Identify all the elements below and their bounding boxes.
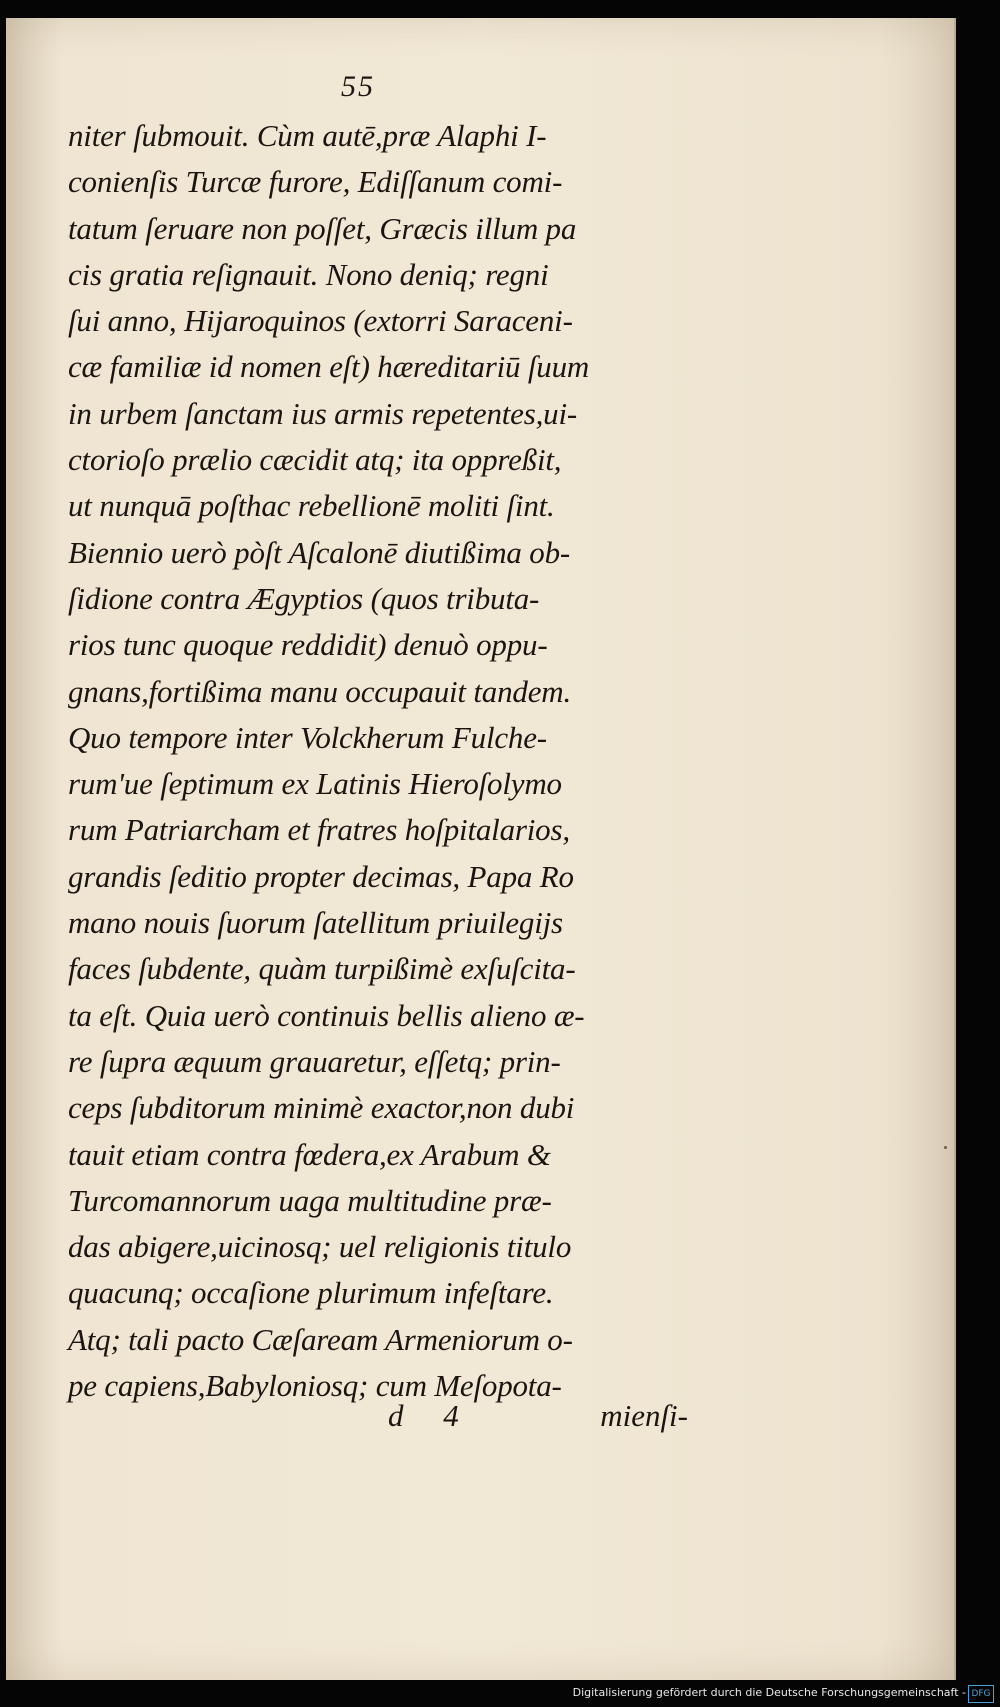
page-number: 55 [341, 70, 375, 103]
text-line: rum Patriarcham et fratres hoſpitalarios, [68, 812, 570, 848]
text-line: ceps ſubditorum minimè exactor,non dubi [68, 1090, 575, 1126]
book-page [6, 18, 956, 1680]
text-line: tauit etiam contra fœdera,ex Arabum & [68, 1136, 551, 1172]
text-line: Biennio uerò pòſt Aſcalonē diutißima ob- [68, 534, 571, 570]
paper-speck [944, 1146, 947, 1149]
text-line: re ſupra æquum grauaretur, eſſetq; prin- [68, 1043, 561, 1079]
text-line: tatum ſeruare non poſſet, Græcis illum pa [68, 210, 577, 246]
catchword: mienſi- [600, 1398, 688, 1433]
text-line: Quo tempore inter Volckherum Fulche- [68, 719, 547, 755]
text-line: cis gratia reſignauit. Nono deniq; regni [68, 256, 549, 292]
dfg-logo: DFG [968, 1685, 994, 1703]
text-line: ctorioſo prælio cæcidit atq; ita oppreßit, [68, 442, 562, 478]
text-line: mano nouis ſuorum ſatellitum priuilegijs [68, 905, 563, 941]
text-line: in urbem ſanctam ius armis repetentes,ui- [68, 395, 577, 431]
text-line: ut nunquā poſthac rebellionē moliti ſint. [68, 488, 555, 524]
credit-bar [0, 1681, 1000, 1707]
text-line: faces ſubdente, quàm turpißimè exſuſcita- [68, 951, 576, 987]
text-line: pe capiens,Babyloniosq; cum Meſopota- [68, 1368, 562, 1404]
text-line: ta eſt. Quia uerò continuis bellis alieno æ- [68, 997, 585, 1033]
text-line: rios tunc quoque reddidit) denuò oppu- [68, 627, 548, 663]
text-line: grandis ſeditio propter decimas, Papa Ro [68, 858, 574, 894]
body-text [68, 113, 688, 1409]
text-line: Turcomannorum uaga multitudine præ- [68, 1182, 552, 1218]
text-line: ſidione contra Ægyptios (quos tributa- [68, 580, 540, 616]
text-line: Atq; tali pacto Cæſaream Armeniorum o- [68, 1321, 573, 1357]
text-line: rum'ue ſeptimum ex Latinis Hieroſolymo [68, 766, 562, 802]
text-line: cæ familiæ id nomen eſt) hæreditariū ſuum [68, 349, 590, 385]
text-line: das abigere,uicinosq; uel religionis titulo [68, 1229, 572, 1265]
signature-line [68, 1398, 688, 1444]
text-line: ſui anno, Hijaroquinos (extorri Saraceni- [68, 303, 573, 339]
credit-text: Digitalisierung gefördert durch die Deutsche Forschungsgemeinschaft - [572, 1686, 966, 1699]
text-line: niter ſubmouit. Cùm autē,præ Alaphi I- [68, 118, 547, 153]
text-line: quacunq; occaſione plurimum infeſtare. [68, 1275, 554, 1311]
text-line: conienſis Turcæ furore, Ediſſanum comi- [68, 164, 563, 200]
signature-mark: d 4 [388, 1398, 475, 1433]
text-line: gnans,fortißima manu occupauit tandem. [68, 673, 572, 709]
